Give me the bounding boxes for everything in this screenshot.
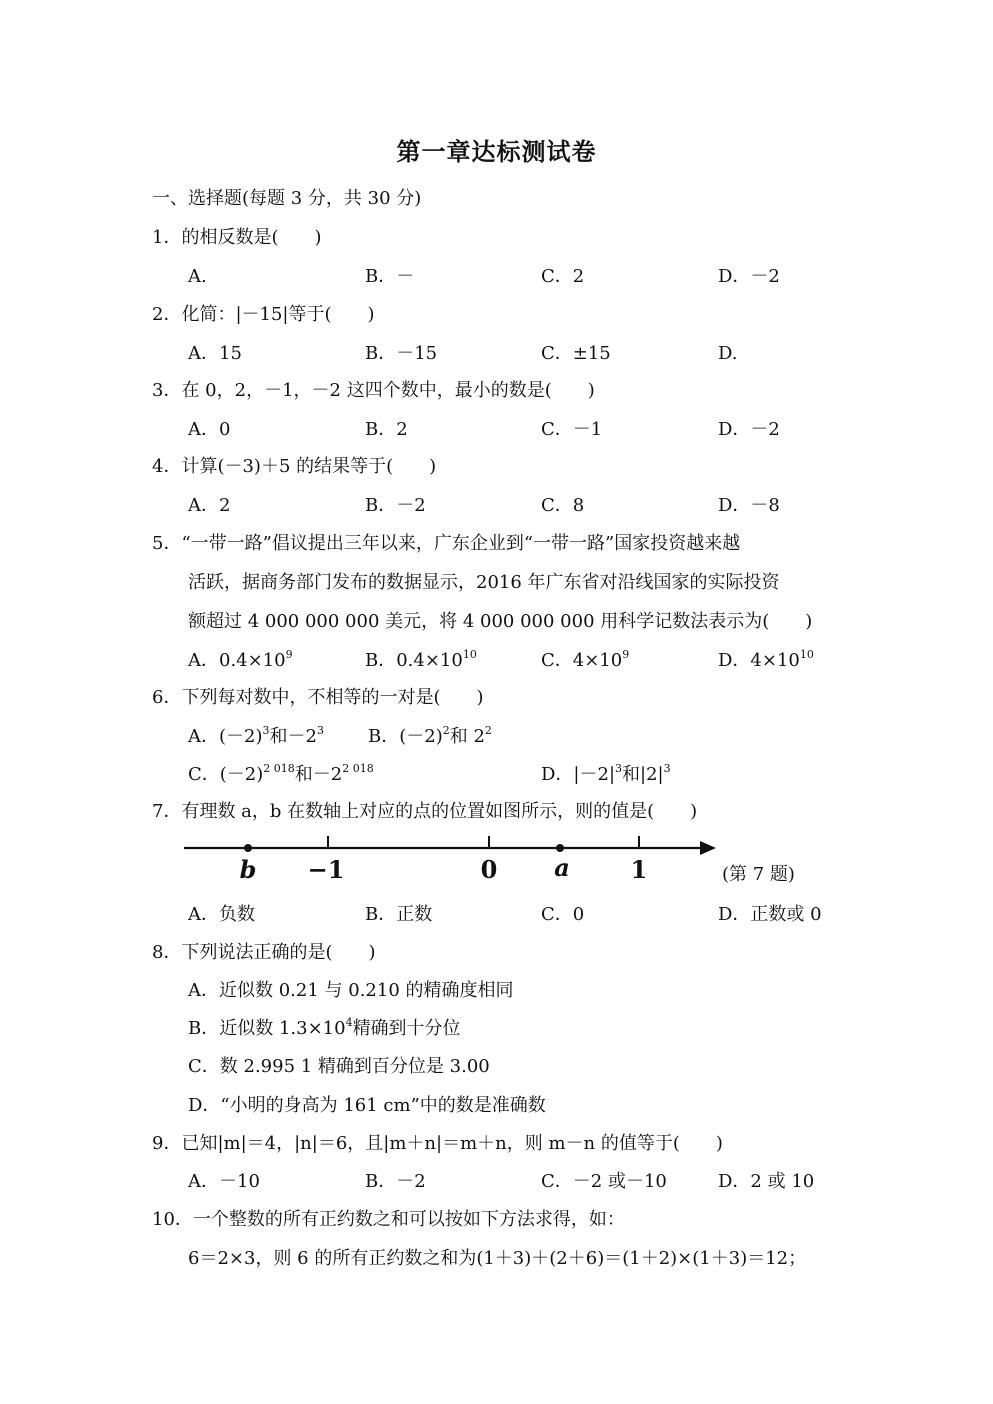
q3-option-a: A．0	[188, 419, 231, 440]
page-title: 第一章达标测试卷	[396, 137, 597, 166]
q8-option-a: A．近似数 0.21 与 0.210 的精确度相同	[188, 980, 514, 1001]
question-2-stem: 2．化简：|－15|等于( )	[152, 304, 375, 325]
q7-option-b: B．正数	[365, 904, 433, 925]
q1-option-c: C．2	[541, 266, 585, 287]
q6-option-d: D．$|-2|^3$和$|2|^3$	[541, 762, 671, 785]
question-8-stem: 8．下列说法正确的是( )	[152, 942, 376, 963]
q2-option-a: A．15	[188, 343, 242, 364]
q7-option-c: C．0	[541, 904, 585, 925]
question-9-stem: 9．已知|m|＝4，|n|＝6，且|m＋n|＝m＋n，则 m－n 的值等于( )	[152, 1133, 723, 1154]
question-7-stem: 7．有理数 a，b 在数轴上对应的点的位置如图所示，则的值是( )	[152, 801, 698, 822]
q3-option-c: C．－1	[541, 419, 603, 440]
q4-option-c: C．8	[541, 495, 585, 516]
question-5-line-2: 活跃，据商务部门发布的数据显示，2016 年广东省对沿线国家的实际投资	[188, 572, 780, 593]
q5-d-exponent: 10	[799, 648, 814, 661]
q5-option-b: B．$0.4\times 10^{10}$	[365, 648, 477, 671]
q5-option-a: A．$0.4\times 10^9$	[188, 648, 293, 671]
label-a: a	[554, 853, 570, 882]
q8-option-c: C．数 2.995 1 精确到百分位是 3.00	[188, 1056, 490, 1077]
q2-option-d: D.	[718, 343, 738, 364]
question-5-line-1: 5．“一带一路”倡议提出三年以来，广东企业到“一带一路”国家投资越来越	[152, 533, 741, 554]
point-b	[244, 844, 252, 852]
q7-option-a: A．负数	[188, 904, 255, 925]
q6-option-c: C．$(-2)^{2 018}$和$-2^{2 018}$	[188, 762, 374, 785]
q2-option-c: C．±15	[541, 343, 611, 364]
label-b: b	[239, 855, 257, 884]
question-4-stem: 4．计算(－3)＋5 的结果等于( )	[152, 456, 437, 477]
q6-option-b: B．$(-2)^2$和 $2^2$	[368, 724, 492, 747]
q5-a-exponent: 9	[285, 648, 293, 661]
q4-option-d: D．－8	[718, 495, 780, 516]
q1-option-d: D．－2	[718, 266, 780, 287]
number-line-arrow-icon	[700, 841, 716, 855]
question-10-line-1: 10．一个整数的所有正约数之和可以按如下方法求得，如：	[152, 1209, 625, 1230]
label-minus-1: −1	[307, 855, 345, 884]
q9-option-b: B．－2	[365, 1171, 426, 1192]
question-5-line-3: 额超过 4 000 000 000 美元，将 4 000 000 000 用科学记数法表示为( )	[188, 611, 813, 632]
point-a	[556, 844, 564, 852]
q8-option-d: D．“小明的身高为 161 cm”中的数是准确数	[188, 1095, 546, 1116]
label-1: 1	[630, 855, 648, 884]
q1-option-a: A.	[188, 266, 207, 287]
q9-option-a: A．－10	[188, 1171, 260, 1192]
number-line-figure	[180, 828, 720, 884]
q5-option-d: D．$4\times 10^{10}$	[718, 648, 814, 671]
question-3-stem: 3．在 0，2，－1，－2 这四个数中，最小的数是( )	[152, 380, 595, 401]
question-10-line-2: 6＝2×3，则 6 的所有正约数之和为(1＋3)＋(2＋6)＝(1＋2)×(1＋3)＝12；	[188, 1248, 807, 1269]
q4-option-b: B．－2	[365, 495, 426, 516]
q7-option-d: D．正数或 0	[718, 904, 822, 925]
q9-option-c: C．－2 或－10	[541, 1171, 667, 1192]
q5-c-exponent: 9	[622, 648, 630, 661]
question-6-stem: 6．下列每对数中，不相等的一对是( )	[152, 687, 484, 708]
q3-option-d: D．－2	[718, 419, 780, 440]
label-0: 0	[480, 855, 498, 884]
q9-option-d: D．2 或 10	[718, 1171, 815, 1192]
q3-option-b: B．2	[365, 419, 408, 440]
figure-caption: (第 7 题)	[722, 864, 795, 885]
question-1-stem: 1．的相反数是( )	[152, 227, 322, 248]
q5-b-exponent: 10	[462, 648, 477, 661]
q1-option-b: B．－	[365, 266, 415, 287]
q2-option-b: B．－15	[365, 343, 438, 364]
q6-option-a: A．$(-2)^3$和$-2^3$	[188, 724, 324, 747]
q4-option-a: A．2	[188, 495, 231, 516]
q8-option-b: B．近似数 $1.3\times 10^4$精确到十分位	[188, 1016, 461, 1039]
section-heading: 一、选择题(每题 3 分，共 30 分)	[152, 188, 422, 209]
q5-option-c: C．$4\times 10^9$	[541, 648, 630, 671]
